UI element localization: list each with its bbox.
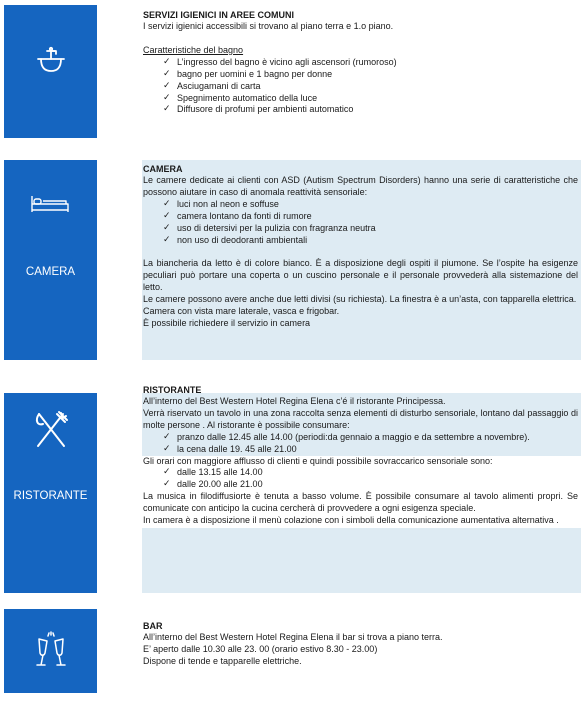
bed-icon [30,194,70,214]
ristorante-line-principessa: All’interno del Best Western Hotel Regina Elena c’é il ristorante Principessa. [143,396,446,406]
servizi-item: ✓ Asciugamani di carta [143,81,578,93]
servizi-item: ✓ Spegnimento automatico della luce [143,93,578,105]
ristorante-title: RISTORANTE [143,385,202,395]
fork-knife-icon [33,410,69,450]
bar-line-curtains: Dispone di tende e tapparelle elettriche. [143,655,302,666]
servizi-item: ✓ bagno per uomini e 1 bagno per donne [143,69,578,81]
servizi-intro: I servizi igienici accessibili si trovano al piano terra e 1.o piano. [143,21,394,31]
servizi-title: SERVIZI IGIENICI IN AREE COMUNI [143,10,295,20]
ristorante-hours-item: ✓ la cena dalle 19. 45 alle 21.00 [143,444,578,456]
camera-title: CAMERA [143,164,183,174]
ristorante-panel [4,393,97,593]
camera-para-service: È possibile richiedere il servizio in camera [143,317,311,328]
bar-panel [4,609,97,693]
ristorante-shade-bottom [142,528,581,593]
ristorante-panel-label: RISTORANTE [13,490,88,502]
camera-intro: Le camere dedicate ai clienti con ASD (Autism Spectrum Disorders) hanno una serie di caratteristiche che possono aiutare in caso di anomala reattività sensoriale: [143,175,578,197]
servizi-item: ✓ L’ingresso del bagno è vicino agli ascensori (rumoroso) [143,57,578,69]
sink-icon [36,45,66,75]
ristorante-hours-item: ✓ pranzo dalle 12.45 alle 14.00 (periodi:da gennaio a maggio e da settembre a novembre). [143,432,578,444]
camera-item: ✓ luci non al neon e soffuse [143,199,578,211]
ristorante-para-music: La musica in filodiffusiorte è tenuta a basso volume. È possibile consumare al tavolo alimenti propri. Se comunicate con anticipo la cucina cercherà di provvedere a ogni esigenza speciale. [143,491,578,514]
camera-para-view: Camera con vista mare laterale, vasca e frigobar. [143,306,340,317]
servizi-item: ✓ Diffusore di profumi per ambienti automatico [143,104,578,116]
ristorante-para-menu: In camera è a disposizione il menù colazione con i simboli della comunicazione aumentativa alternativa . [143,515,559,526]
ristorante-peak-item: ✓ dalle 20.00 alle 21.00 [143,479,578,491]
bar-line-location: All’interno del Best Western Hotel Regina Elena il bar si trova a piano terra. [143,632,443,642]
camera-para-beds: Le camere possono avere anche due letti divisi (su richiesta). La finestra è a un’asta, con tapparella elettrica. [143,294,577,305]
camera-item: ✓ uso di detersivi per la pulizia con fragranza neutra [143,223,578,235]
ristorante-line-table: Verrà riservato un tavolo in una zona raccolta senza elementi di disturbo sensoriale, lontano dal passaggio di molte persone . Al ristorante è possibile consumare: [143,407,578,430]
servizi-panel [4,5,97,138]
camera-para-linen: La biancheria da letto è di colore bianco. È a disposizione degli ospiti il piumone. Se l’ospite ha esigenze peculiari può portare una coperta o un cuscino personale e il personale provvederà alla sistemazione del letto. [143,258,578,293]
camera-panel [4,160,97,360]
servizi-section [143,9,578,116]
camera-item: ✓ camera lontano da fonti di rumore [143,211,578,223]
champagne-glasses-icon [35,631,67,671]
bar-title: BAR [143,621,163,631]
camera-section [143,163,578,330]
camera-item: ✓ non uso di deodoranti ambientali [143,235,578,247]
ristorante-peak-item: ✓ dalle 13.15 alle 14.00 [143,467,578,479]
bar-line-hours: E’ aperto dalle 10.30 alle 23. 00 (orario estivo 8.30 - 23.00) [143,643,378,654]
ristorante-section [143,384,578,527]
servizi-subtitle: Caratteristiche del bagno [143,44,244,55]
ristorante-peak-intro: Gli orari con maggiore afflusso di clienti e quindi possibile sovraccarico sensoriale sono: [143,455,493,466]
bar-section [143,620,578,668]
camera-panel-label: CAMERA [25,266,76,278]
